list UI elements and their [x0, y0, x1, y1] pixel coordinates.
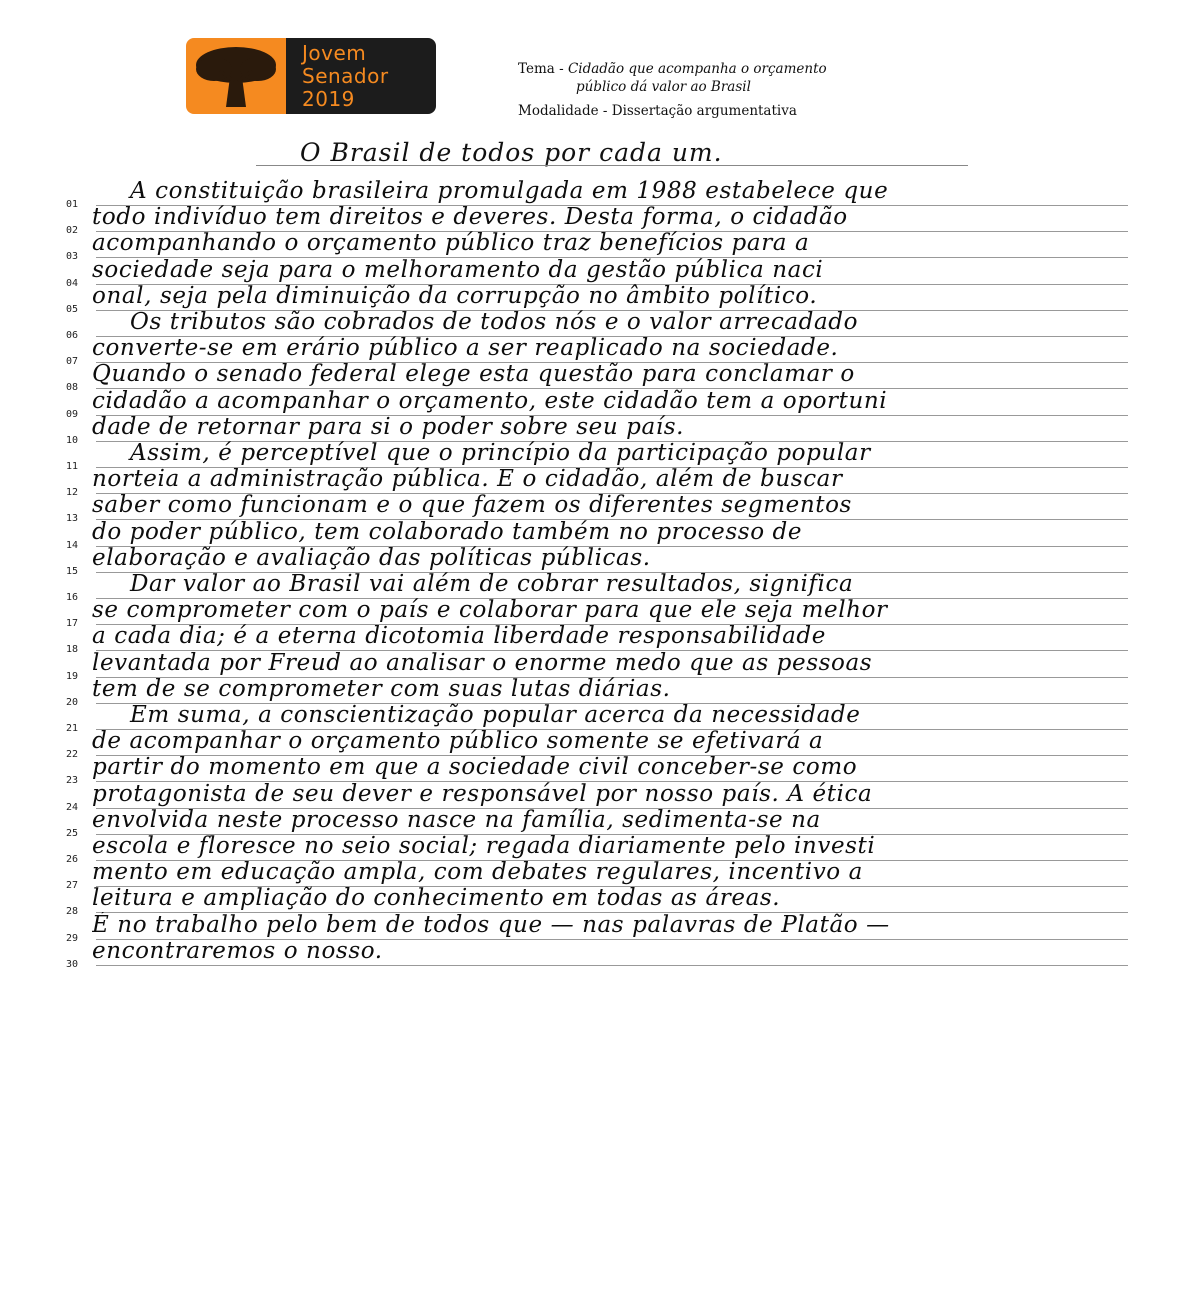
line-number: 29 [66, 932, 79, 944]
line-number: 30 [66, 958, 79, 970]
line-number: 22 [66, 749, 79, 761]
line-number: 24 [66, 801, 79, 813]
handwritten-text: dade de retornar para si o poder sobre seu país. [92, 413, 685, 440]
handwritten-text: se comprometer com o país e colaborar para que ele seja melhor [92, 597, 888, 624]
line-number: 07 [66, 356, 79, 368]
handwritten-text: Dar valor ao Brasil vai além de cobrar resultados, significa [130, 571, 854, 597]
line-rule [96, 965, 1128, 966]
handwritten-text: partir do momento em que a sociedade civil conceber-se como [92, 754, 858, 781]
handwritten-text: elaboração e avaliação das políticas públicas. [92, 544, 651, 571]
handwritten-text: Quando o senado federal elege esta questão para conclamar o [92, 361, 855, 388]
tree-icon [190, 41, 282, 111]
handwritten-text: escola e floresce no seio social; regada diariamente pelo investi [92, 833, 876, 859]
handwritten-text: converte-se em erário público a ser reaplicado na sociedade. [92, 335, 839, 362]
handwritten-text: levantada por Freud ao analisar o enorme medo que as pessoas [92, 649, 873, 676]
handwritten-text: envolvida neste processo nasce na família, sedimenta-se na [92, 806, 821, 833]
line-number: 20 [66, 696, 79, 708]
essay-line [0, 178, 1200, 210]
title-rule [256, 165, 968, 166]
handwritten-text: encontraremos o nosso. [92, 937, 383, 964]
line-number: 19 [66, 670, 79, 682]
logo-text-panel [286, 38, 436, 114]
handwritten-text: acompanhando o orçamento público traz benefícios para a [92, 230, 810, 257]
line-number: 17 [66, 618, 79, 630]
handwritten-text: do poder público, tem colaborado também no processo de [92, 518, 803, 545]
handwritten-text: a cada dia; é a eterna dicotomia liberdade responsabilidade [92, 623, 826, 650]
line-number: 13 [66, 513, 79, 525]
line-number: 28 [66, 906, 79, 918]
handwritten-text: de acompanhar o orçamento público somente se efetivará a [92, 728, 824, 755]
handwritten-text: Em suma, a conscientização popular acerca da necessidade [130, 702, 861, 728]
handwritten-text: A constituição brasileira promulgada em 1988 estabelece que [130, 178, 889, 204]
logo-tree-panel [186, 38, 286, 114]
handwritten-text: todo indivíduo tem direitos e deveres. Desta forma, o cidadão [92, 204, 848, 231]
handwritten-text: norteia a administração pública. E o cidadão, além de buscar [92, 466, 843, 493]
handwritten-text: tem de se comprometer com suas lutas diárias. [92, 675, 671, 702]
theme-text-line2: público dá valor ao Brasil [576, 79, 751, 95]
line-number: 02 [66, 225, 79, 237]
modality-text: Modalidade - Dissertação argumentativa [518, 103, 797, 119]
line-number: 26 [66, 854, 79, 865]
line-number: 05 [66, 303, 79, 315]
line-number: 04 [66, 277, 79, 289]
handwritten-text: leitura e ampliação do conhecimento em todas as áreas. [92, 885, 781, 912]
handwritten-text: É no trabalho pelo bem de todos que — nas palavras de Platão — [92, 911, 890, 938]
line-number: 08 [66, 382, 79, 394]
line-number: 03 [66, 251, 79, 263]
theme-text-line1: Cidadão que acompanha o orçamento [567, 61, 827, 77]
jovem-senador-logo [186, 38, 436, 114]
line-number: 09 [66, 408, 79, 420]
line-number: 01 [66, 199, 79, 210]
handwritten-text: onal, seja pela diminuição da corrupção no âmbito político. [92, 282, 818, 309]
handwritten-text: sociedade seja para o melhoramento da gestão pública naci [92, 256, 824, 283]
line-number: 18 [66, 644, 79, 656]
line-number: 14 [66, 539, 79, 551]
theme-label: Tema - [518, 61, 564, 77]
theme-block [518, 60, 827, 96]
handwritten-text: Os tributos são cobrados de todos nós e o valor arrecadado [130, 309, 859, 335]
line-number: 06 [66, 330, 79, 341]
line-number: 16 [66, 592, 79, 603]
line-number: 11 [66, 461, 79, 472]
handwritten-text: Assim, é perceptível que o princípio da participação popular [130, 440, 871, 466]
line-number: 27 [66, 880, 79, 892]
logo-line-jovem: Jovem [302, 40, 367, 65]
handwritten-text: protagonista de seu dever e responsável por nosso país. A ética [92, 780, 873, 807]
line-number: 21 [66, 723, 79, 734]
logo-line-year: 2019 [302, 86, 355, 111]
handwritten-text: mento em educação ampla, com debates regulares, incentivo a [92, 859, 863, 886]
line-number: 25 [66, 827, 79, 839]
handwritten-text: cidadão a acompanhar o orçamento, este cidadão tem a oportuni [92, 387, 888, 414]
line-number: 12 [66, 487, 79, 499]
logo-line-senador: Senador [302, 63, 389, 88]
handwritten-text: saber como funcionam e o que fazem os diferentes segmentos [92, 492, 852, 519]
essay-title: O Brasil de todos por cada um. [300, 138, 723, 167]
line-number: 15 [66, 565, 79, 577]
line-number: 23 [66, 775, 79, 787]
line-number: 10 [66, 434, 79, 446]
